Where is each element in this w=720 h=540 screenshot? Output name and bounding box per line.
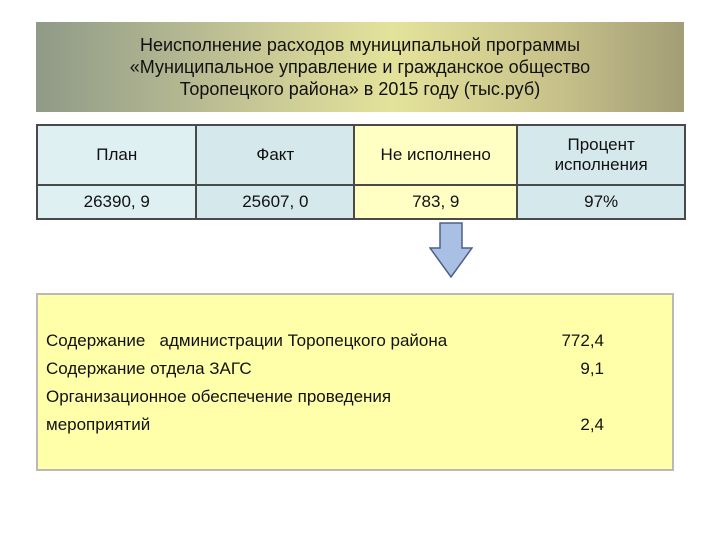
value-not-executed: 783, 9 xyxy=(354,185,517,219)
table-header-row xyxy=(37,125,685,185)
value-fact: 25607, 0 xyxy=(196,185,354,219)
detail-value: 2,4 xyxy=(580,415,604,434)
header-not-executed: Не исполнено xyxy=(354,125,517,185)
table-value-row xyxy=(37,185,685,219)
header-percent: Процент исполнения xyxy=(517,125,685,185)
header-fact: Факт xyxy=(196,125,354,185)
title-banner xyxy=(36,22,684,112)
value-percent: 97% xyxy=(517,185,685,219)
detail-row-administration xyxy=(46,328,604,354)
detail-value: 9,1 xyxy=(580,359,604,378)
header-plan: План xyxy=(37,125,196,185)
detail-row-organization xyxy=(46,384,604,410)
detail-value: 772,4 xyxy=(561,331,604,350)
down-arrow-icon xyxy=(429,222,473,278)
detail-label: мероприятий xyxy=(46,415,151,434)
slide-title: Неисполнение расходов муниципальной программы «Муниципальное управление и гражданское общество Торопецкого района» в 2015 году (тыс.руб) xyxy=(129,35,591,99)
detail-row-events xyxy=(46,412,604,438)
details-box xyxy=(36,293,674,471)
value-plan: 26390, 9 xyxy=(37,185,196,219)
detail-label: Содержание отдела ЗАГС xyxy=(46,359,252,378)
detail-label: Организационное обеспечение проведения xyxy=(46,387,392,406)
detail-row-zags xyxy=(46,356,604,382)
summary-table xyxy=(36,124,686,220)
detail-label: Содержание администрации Торопецкого района xyxy=(46,331,448,350)
